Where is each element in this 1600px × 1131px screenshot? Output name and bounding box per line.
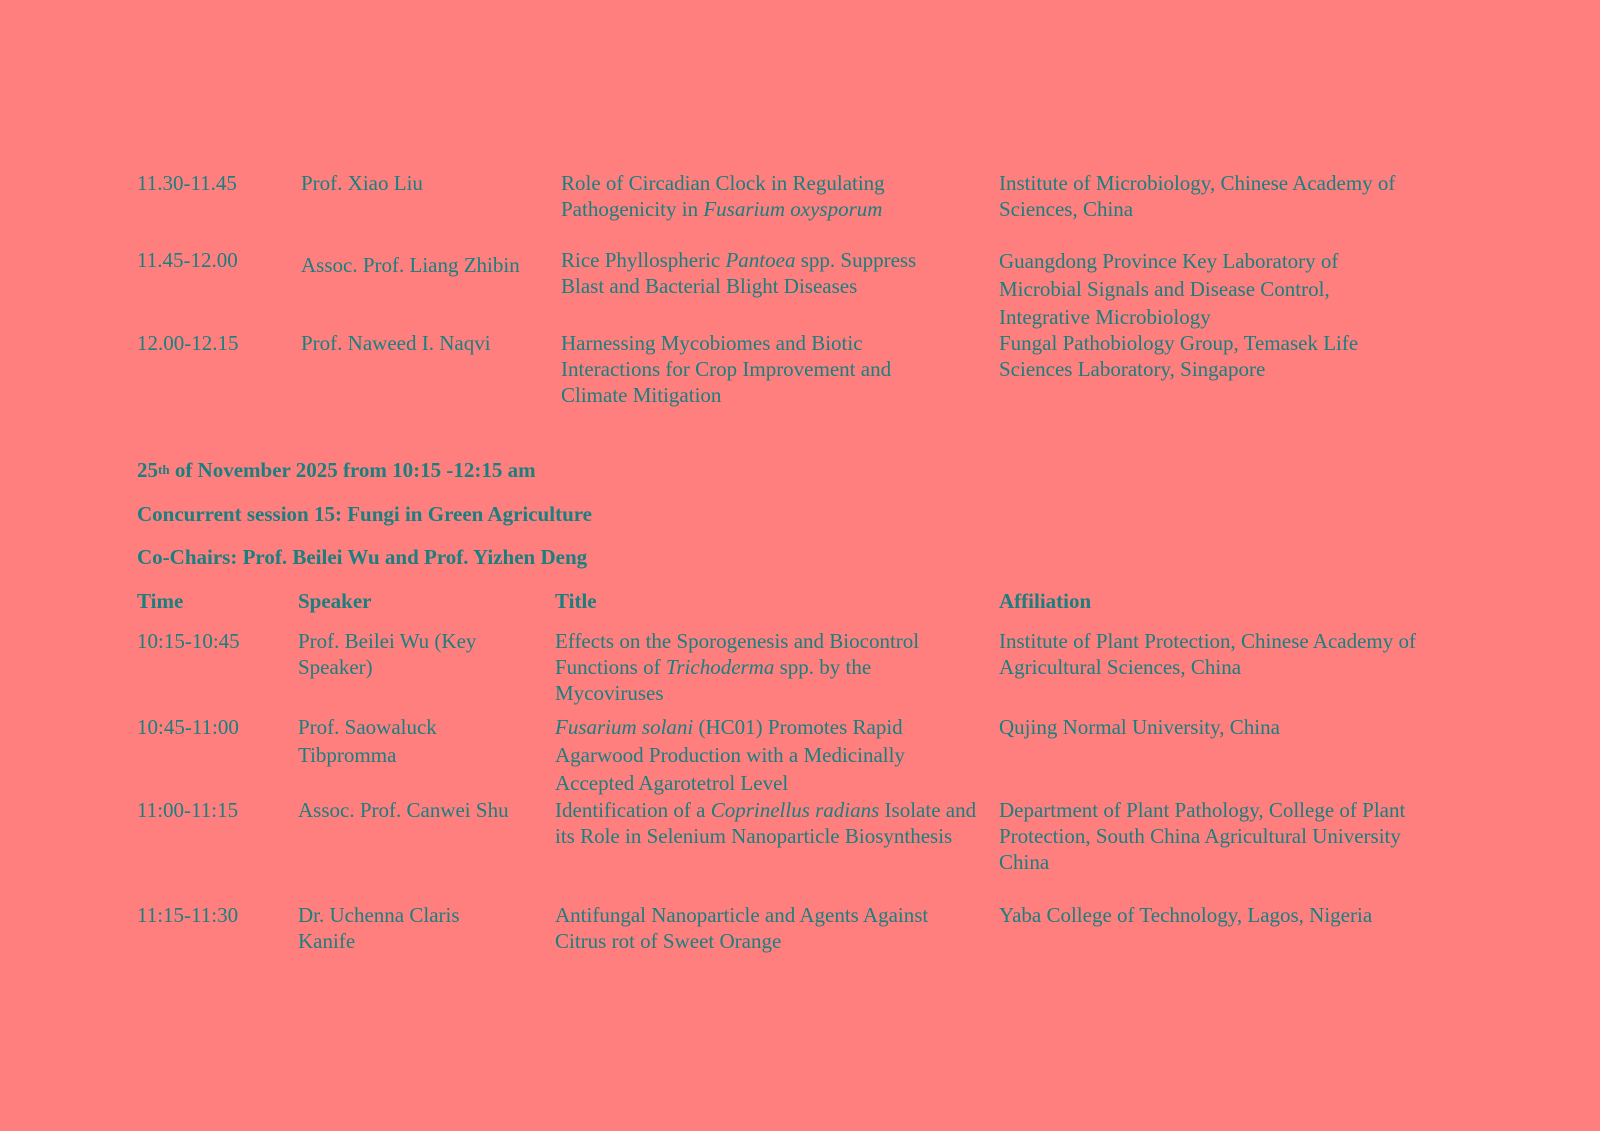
title-text-end: spp. by the Mycoviruses xyxy=(555,655,872,705)
title-text: Rice Phyllospheric xyxy=(561,248,726,272)
title-text: Identification of a xyxy=(555,798,711,822)
header-affiliation: Affiliation xyxy=(999,589,1092,613)
header-title: Title xyxy=(555,589,597,613)
title-text-end: Isolate and its Role in Selenium Nanoparticle Biosynthesis xyxy=(555,798,977,848)
time-cell: 11.45-12.00 xyxy=(137,248,238,272)
time-cell: 10:15-10:45 xyxy=(137,629,240,653)
speaker-cell: Prof. Beilei Wu (Key Speaker) xyxy=(298,629,477,679)
speaker-cell: Assoc. Prof. Liang Zhibin xyxy=(301,253,520,277)
time-cell: 11:15-11:30 xyxy=(137,903,239,927)
time-cell: 10:45-11:00 xyxy=(137,715,239,739)
affiliation-cell: Yaba College of Technology, Lagos, Nigeria xyxy=(999,903,1373,927)
time-cell: 12.00-12.15 xyxy=(137,331,239,355)
title-cell xyxy=(555,797,985,849)
time-cell: 11:00-11:15 xyxy=(137,798,239,822)
speaker-cell: Prof. Saowaluck Tibpromma xyxy=(298,715,437,767)
date-rest: of November 2025 from 10:15 -12:15 am xyxy=(169,458,536,482)
title-text: Effects on the Sporogenesis and Biocontrol Functions of xyxy=(555,629,920,679)
title-italic: Trichoderma xyxy=(665,655,775,679)
affiliation-cell: Department of Plant Pathology, College of Plant Protection, South China Agricultural University China xyxy=(999,798,1406,874)
title-text-end: spp. Suppress Blast and Bacterial Blight Diseases xyxy=(561,248,917,298)
date-day: 25 xyxy=(137,458,158,482)
title-cell xyxy=(561,170,961,222)
date-suffix: th xyxy=(158,462,170,477)
time-cell: 11.30-11.45 xyxy=(137,171,237,195)
affiliation-cell: Fungal Pathobiology Group, Temasek Life Sciences Laboratory, Singapore xyxy=(999,331,1359,381)
session-title: Concurrent session 15: Fungi in Green Agriculture xyxy=(137,502,593,526)
speaker-cell: Prof. Xiao Liu xyxy=(301,171,423,195)
title-italic: Fusarium solani xyxy=(555,715,694,739)
session-cochairs: Co-Chairs: Prof. Beilei Wu and Prof. Yizhen Deng xyxy=(137,545,588,569)
affiliation-cell: Qujing Normal University, China xyxy=(999,715,1280,739)
affiliation-cell: Institute of Plant Protection, Chinese Academy of Agricultural Sciences, China xyxy=(999,629,1417,679)
title-italic: Coprinellus radians xyxy=(710,798,880,822)
title-text: Antifungal Nanoparticle and Agents Against Citrus rot of Sweet Orange xyxy=(555,903,929,953)
affiliation-cell: Guangdong Province Key Laboratory of Microbial Signals and Disease Control, Integrative Microbiology xyxy=(999,249,1339,329)
title-cell xyxy=(555,713,965,797)
title-text: Harnessing Mycobiomes and Biotic Interactions for Crop Improvement and Climate Mitigation xyxy=(561,331,892,407)
header-time: Time xyxy=(137,589,184,613)
title-text: Role of Circadian Clock in Regulating Pathogenicity in xyxy=(561,171,885,221)
header-speaker: Speaker xyxy=(298,589,372,613)
affiliation-cell: Institute of Microbiology, Chinese Academy of Sciences, China xyxy=(999,171,1396,221)
title-cell xyxy=(561,330,961,408)
speaker-cell: Prof. Naweed I. Naqvi xyxy=(301,331,491,355)
title-cell xyxy=(555,628,965,706)
speaker-cell: Assoc. Prof. Canwei Shu xyxy=(298,798,509,822)
speaker-cell: Dr. Uchenna Claris Kanife xyxy=(298,903,460,953)
session-date xyxy=(137,457,536,483)
title-text-end: (HC01) Promotes Rapid Agarwood Production with a Medicinally Accepted Agarotetrol Level xyxy=(555,715,905,795)
title-cell xyxy=(555,902,975,954)
title-italic: Pantoea xyxy=(725,248,796,272)
title-italic: Fusarium oxysporum xyxy=(703,197,883,221)
title-cell xyxy=(561,247,961,299)
